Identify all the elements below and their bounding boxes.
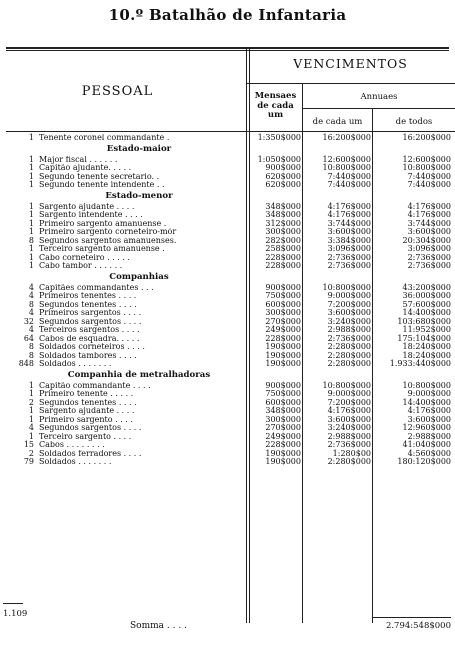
- table-row: [0, 352, 455, 361]
- row-annual-total: 2:736$000: [407, 261, 451, 270]
- row-annual-each: 2:988$000: [327, 431, 371, 441]
- row-annual-total: 3:600$000: [407, 414, 451, 424]
- row-annual-total: 43:200$000: [402, 282, 451, 292]
- row-description: Sargento ajudante . . . .: [39, 407, 135, 415]
- row-annual-each: 2:736$000: [327, 261, 371, 270]
- row-annual-total: 3:744$000: [407, 218, 451, 228]
- row-annual-total: 2:988$000: [407, 431, 451, 441]
- row-quantity: 1: [28, 133, 34, 142]
- row-quantity: 1: [28, 406, 34, 415]
- table-row: [0, 399, 455, 408]
- row-annual-total: 57:600$000: [402, 299, 451, 309]
- annuaes-rule: [302, 108, 455, 109]
- section-label: Companhia de metralhadoras: [67, 369, 211, 380]
- row-annual-total: 4:560$000: [407, 448, 451, 458]
- row-quantity: 1: [28, 389, 34, 398]
- row-quantity: 1: [28, 201, 34, 211]
- row-quantity: 8: [28, 235, 34, 245]
- header-pessoal: PESSOAL: [81, 84, 154, 99]
- row-annual-each: 9:000$000: [327, 291, 371, 300]
- row-description: Primeiro sargento . . . .: [39, 415, 133, 424]
- row-monthly: 258$000: [265, 244, 301, 253]
- row-description: Terceiros sargentos . . . .: [39, 326, 140, 334]
- header-annuaes: Annuaes: [360, 92, 398, 102]
- row-monthly: 190$000: [265, 350, 301, 360]
- row-description: Soldados ferradores . . . .: [39, 449, 142, 458]
- row-quantity: 1: [28, 180, 34, 189]
- total-rule: [373, 617, 451, 618]
- row-description: Sargento ajudante . . . .: [39, 202, 135, 211]
- row-description: Cabo tambor . . . . . .: [39, 262, 123, 270]
- row-monthly: 750$000: [265, 291, 301, 300]
- row-description: Soldados . . . . . . .: [39, 458, 112, 466]
- row-quantity: 1: [28, 414, 34, 424]
- row-monthly: 600$000: [265, 299, 301, 309]
- row-monthly: 249$000: [265, 431, 301, 441]
- row-annual-total: 175:104$000: [397, 333, 451, 343]
- row-annual-total: 20:304$000: [402, 235, 451, 245]
- row-description: Segundos sargentos . . . .: [39, 317, 142, 326]
- row-monthly: 348$000: [265, 201, 301, 211]
- table-row: [0, 441, 455, 450]
- section-header: [0, 271, 455, 284]
- row-annual-total: 18:240$000: [402, 350, 451, 360]
- row-annual-each: 3:240$000: [327, 316, 371, 326]
- row-description: Capitães commandantes . . .: [39, 283, 154, 292]
- row-annual-each: 10:800$000: [322, 380, 371, 390]
- row-quantity: 4: [28, 291, 34, 300]
- row-annual-each: 2:280$000: [327, 359, 371, 368]
- section-label: Estado-maior: [106, 143, 172, 154]
- page-title: 10.º Batalhão de Infantaria: [108, 6, 347, 24]
- table-row: [0, 237, 455, 246]
- vencimentos-rule: [247, 83, 455, 84]
- row-annual-each: 3:744$000: [327, 218, 371, 228]
- row-monthly: 900$000: [265, 380, 301, 390]
- row-quantity: 1: [28, 163, 34, 172]
- row-monthly: 300$000: [265, 414, 301, 424]
- row-annual-total: 103:680$000: [397, 316, 451, 326]
- table-row: [0, 292, 455, 301]
- header-vencimentos: VENCIMENTOS: [293, 56, 408, 71]
- row-description: Segundos sargentos amanuenses.: [39, 236, 177, 245]
- row-monthly: 348$000: [265, 210, 301, 219]
- table-row: [0, 164, 455, 173]
- section-label: Companhias: [109, 271, 169, 282]
- section-label: Estado-menor: [105, 190, 173, 201]
- row-annual-each: 2:280$000: [327, 457, 371, 466]
- row-quantity: 2: [28, 397, 34, 407]
- row-description: Primeiro tenente . . . . .: [39, 390, 134, 398]
- table-body: [0, 134, 455, 467]
- row-annual-each: 3:096$000: [327, 244, 371, 253]
- row-description: Soldados tambores . . . .: [39, 351, 137, 360]
- row-annual-total: 16:200$000: [402, 133, 451, 142]
- table-row: [0, 254, 455, 263]
- row-quantity: 4: [28, 325, 34, 334]
- row-annual-total: 4:176$000: [407, 406, 451, 415]
- row-quantity: 1: [28, 431, 34, 441]
- row-annual-total: 11:952$000: [402, 325, 451, 334]
- row-annual-each: 9:000$000: [327, 389, 371, 398]
- table-top-rule: [6, 47, 449, 49]
- row-description: Capitão ajudante. . . . .: [39, 164, 132, 172]
- row-annual-total: 4:176$000: [407, 201, 451, 211]
- row-description: Primeiros tenentes . . . .: [39, 292, 137, 300]
- table-row: [0, 262, 455, 271]
- table-row: [0, 343, 455, 352]
- row-annual-total: 14:400$000: [402, 308, 451, 317]
- row-description: Major fiscal . . . . . .: [39, 155, 118, 164]
- row-annual-each: 4:176$000: [327, 406, 371, 415]
- row-monthly: 249$000: [265, 325, 301, 334]
- row-annual-total: 12:960$000: [402, 423, 451, 432]
- row-annual-each: 7:200$000: [327, 299, 371, 309]
- row-annual-total: 9:000$000: [407, 389, 451, 398]
- row-annual-each: 3:600$000: [327, 308, 371, 317]
- table-row: [0, 326, 455, 335]
- table-row: [0, 360, 455, 369]
- row-quantity: 8: [28, 299, 34, 309]
- table-row: [0, 433, 455, 442]
- row-monthly: 620$000: [265, 180, 301, 189]
- row-annual-total: 1.933:440$000: [389, 359, 451, 368]
- row-quantity: 1: [28, 261, 34, 270]
- header-de-todos: de todos: [395, 117, 433, 127]
- row-monthly: 228$000: [265, 440, 301, 449]
- section-header: [0, 143, 455, 156]
- row-description: Terceiro sargento . . . .: [39, 432, 132, 441]
- row-quantity: 64: [23, 333, 34, 343]
- row-monthly: 300$000: [265, 308, 301, 317]
- row-annual-each: 7:440$000: [327, 180, 371, 189]
- row-monthly: 190$000: [265, 448, 301, 458]
- table-row: [0, 301, 455, 310]
- table-row: [0, 173, 455, 182]
- row-description: Cabo corneteiro . . . . .: [39, 253, 130, 262]
- row-annual-total: 7:440$000: [407, 171, 451, 181]
- footer-rule: [3, 603, 23, 604]
- row-annual-total: 10:800$000: [402, 163, 451, 172]
- row-monthly: 750$000: [265, 389, 301, 398]
- table-row: [0, 424, 455, 433]
- table-row: [0, 134, 455, 143]
- row-description: Soldados . . . . . . .: [39, 360, 112, 368]
- table-row: [0, 335, 455, 344]
- row-description: Tenente coronel commandante .: [39, 134, 170, 142]
- row-annual-each: 1:280$00: [332, 448, 371, 458]
- section-header: [0, 190, 455, 203]
- row-annual-each: 2:988$000: [327, 325, 371, 334]
- row-quantity: 1: [28, 244, 34, 253]
- row-annual-each: 2:280$000: [327, 350, 371, 360]
- row-monthly: 270$000: [265, 423, 301, 432]
- row-annual-each: 3:240$000: [327, 423, 371, 432]
- row-annual-each: 4:176$000: [327, 201, 371, 211]
- row-annual-each: 7:200$000: [327, 397, 371, 407]
- table-row: [0, 458, 455, 467]
- row-annual-total: 36:000$000: [402, 291, 451, 300]
- table-row: [0, 382, 455, 391]
- row-monthly: 228$000: [265, 252, 301, 262]
- row-quantity: 1: [28, 171, 34, 181]
- row-monthly: 282$000: [265, 235, 301, 245]
- row-description: Segundos sargentos . . . .: [39, 424, 142, 432]
- row-annual-each: 16:200$000: [322, 133, 371, 142]
- table-row: [0, 220, 455, 229]
- row-description: Cabos de esquadra. . . . .: [39, 334, 140, 343]
- total-value: 2.794:548$000: [385, 621, 451, 631]
- row-annual-total: 3:096$000: [407, 244, 451, 253]
- row-monthly: 312$000: [265, 218, 301, 228]
- row-annual-total: 12:600$000: [402, 154, 451, 164]
- table-row: [0, 156, 455, 165]
- row-annual-total: 41:040$000: [402, 440, 451, 449]
- row-quantity: 2: [28, 448, 34, 458]
- row-description: Soldados corneteiros . . . .: [39, 343, 145, 351]
- row-quantity: 8: [28, 342, 34, 351]
- row-quantity: 848: [18, 359, 34, 368]
- row-annual-total: 4:176$000: [407, 210, 451, 219]
- table-row: [0, 211, 455, 220]
- row-monthly: 600$000: [265, 397, 301, 407]
- table-row: [0, 407, 455, 416]
- row-annual-each: 10:800$000: [322, 163, 371, 172]
- row-quantity: 4: [28, 423, 34, 432]
- header-de-cada-um: de cada um: [312, 117, 363, 127]
- total-label: Somma . . . .: [130, 621, 187, 631]
- row-quantity: 15: [23, 440, 34, 449]
- row-monthly: 190$000: [265, 359, 301, 368]
- row-quantity: 79: [23, 457, 34, 466]
- row-quantity: 8: [28, 350, 34, 360]
- row-description: Primeiro sargento corneteiro-mór: [39, 228, 177, 236]
- row-description: Segundos tenentes . . . .: [39, 300, 137, 309]
- row-monthly: 190$000: [265, 342, 301, 351]
- row-annual-each: 2:280$000: [327, 342, 371, 351]
- row-annual-total: 180:120$000: [397, 457, 451, 466]
- table-row: [0, 181, 455, 190]
- row-annual-each: 4:176$000: [327, 210, 371, 219]
- row-monthly: 270$000: [265, 316, 301, 326]
- row-description: Cabos . . . . . . . .: [39, 441, 105, 449]
- row-annual-total: 14:400$000: [402, 397, 451, 407]
- row-annual-each: 7:440$000: [327, 171, 371, 181]
- row-quantity: 1: [28, 227, 34, 236]
- table-row: [0, 203, 455, 212]
- row-monthly: 1:350$000: [257, 133, 301, 142]
- table-row: [0, 450, 455, 459]
- row-description: Sargento intendente . . . .: [39, 211, 143, 219]
- row-description: Primeiros sargentos . . . .: [39, 309, 142, 317]
- row-quantity: 4: [28, 308, 34, 317]
- row-annual-total: 7:440$000: [407, 180, 451, 189]
- row-description: Primeiro sargento amanuense .: [39, 219, 167, 228]
- table-row: [0, 228, 455, 237]
- row-quantity: 1: [28, 210, 34, 219]
- row-quantity: 1: [28, 218, 34, 228]
- row-annual-each: 3:600$000: [327, 414, 371, 424]
- table-row: [0, 309, 455, 318]
- row-description: Segundo tenente intendente . .: [39, 181, 165, 189]
- row-monthly: 900$000: [265, 163, 301, 172]
- row-annual-each: 10:800$000: [322, 282, 371, 292]
- row-description: Segundos tenentes . . . .: [39, 398, 137, 407]
- row-annual-each: 3:384$000: [327, 235, 371, 245]
- row-annual-each: 2:736$000: [327, 440, 371, 449]
- row-quantity: 1: [28, 380, 34, 390]
- header-bottom-rule: [6, 131, 455, 132]
- row-monthly: 300$000: [265, 227, 301, 236]
- row-annual-total: 2:736$000: [407, 252, 451, 262]
- table-top-rule-2: [6, 50, 449, 51]
- row-quantity: 1: [28, 252, 34, 262]
- section-header: [0, 369, 455, 382]
- table-row: [0, 416, 455, 425]
- row-monthly: 900$000: [265, 282, 301, 292]
- table-row: [0, 390, 455, 399]
- row-annual-total: 10:800$000: [402, 380, 451, 390]
- row-annual-each: 2:736$000: [327, 252, 371, 262]
- row-annual-total: 18:240$000: [402, 342, 451, 351]
- row-quantity: 1: [28, 154, 34, 164]
- header-mensaes: Mensaes de cada um: [254, 91, 297, 120]
- table-row: [0, 245, 455, 254]
- row-description: Terceiro sargento amanuense .: [39, 245, 165, 253]
- row-quantity: 4: [28, 282, 34, 292]
- row-monthly: 1:050$000: [257, 154, 301, 164]
- row-annual-each: 2:736$000: [327, 333, 371, 343]
- row-annual-total: 3:600$000: [407, 227, 451, 236]
- total-quantity: 1.109: [3, 609, 28, 619]
- row-monthly: 190$000: [265, 457, 301, 466]
- row-description: Capitão commandante . . . .: [39, 381, 151, 390]
- table-row: [0, 284, 455, 293]
- row-annual-each: 12:600$000: [322, 154, 371, 164]
- row-annual-each: 3:600$000: [327, 227, 371, 236]
- row-quantity: 32: [23, 316, 34, 326]
- row-monthly: 228$000: [265, 333, 301, 343]
- row-monthly: 348$000: [265, 406, 301, 415]
- table-row: [0, 318, 455, 327]
- row-monthly: 228$000: [265, 261, 301, 270]
- row-monthly: 620$000: [265, 171, 301, 181]
- row-description: Segundo tenente secretario. .: [39, 172, 160, 181]
